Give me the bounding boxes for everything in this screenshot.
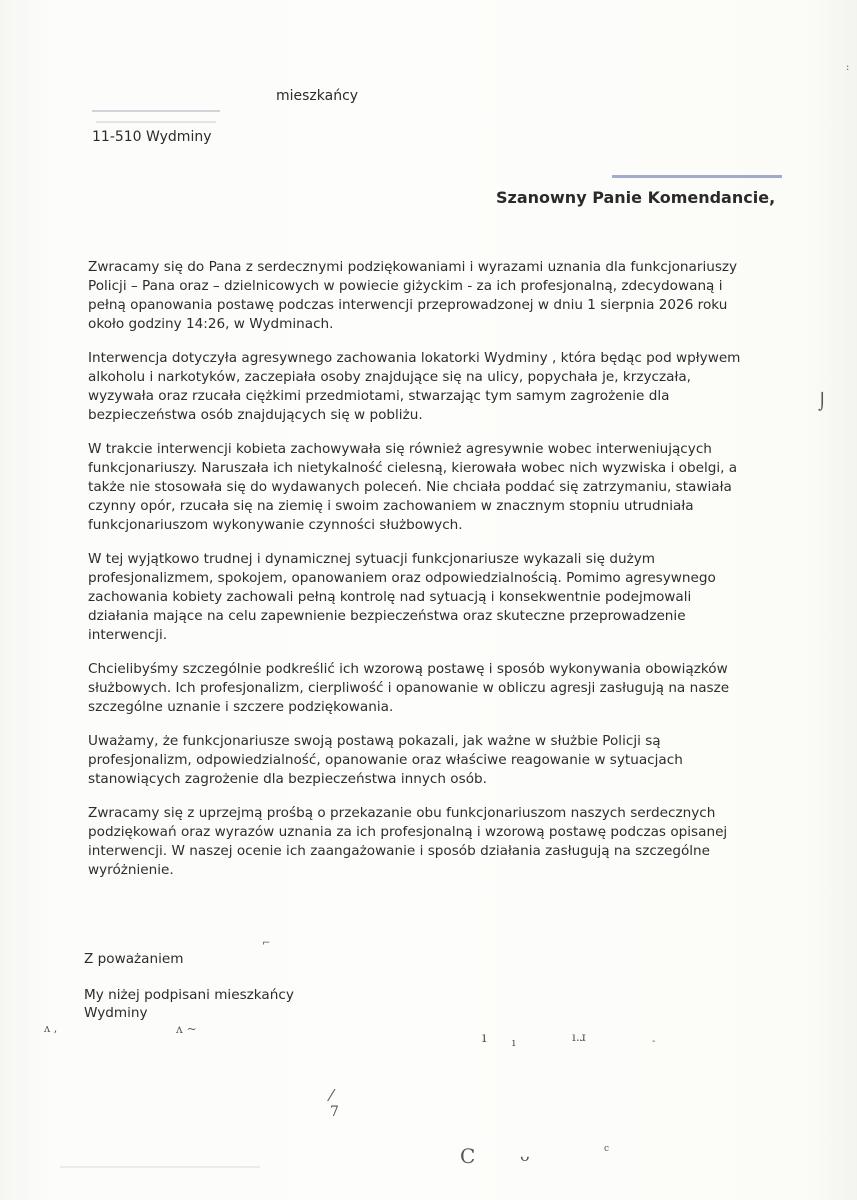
letter-body [88, 258, 748, 895]
signature-fragment: ʌ ~ [176, 1022, 197, 1036]
redacted-address-underline [96, 121, 216, 123]
signature-fragment: ı [512, 1036, 516, 1049]
closing-signed-line2: Wydminy [84, 1005, 148, 1021]
signature-fragment: c [604, 1144, 610, 1154]
paragraph-4: W tej wyjątkowo trudnej i dynamicznej sytuacji funkcjonariusze wykazali się dużym profesjonalizmem, spokojem, opanowaniem oraz odpowiedzialnością. Pomimo agresywnego zachowania kobiety zachowali pełną kontrolę nad sytuacją i konsekwentnie podejmowali działania mające na celu zapewnienie bezpieczeństwa oraz skuteczne przeprowadzenie interwencji. [88, 551, 716, 643]
signature-fragment: ʌ , [44, 1022, 58, 1035]
paragraph-2: Interwencja dotyczyła agresywnego zachowania lokatorki Wydminy , która będąc pod wpływem alkoholu i narkotyków, zaczepiała osoby znajdujące się na ulicy, popychała je, krzyczała, wyzywała oraz rzucała ciężkimi przedmiotami, stwarzając tym samym zagrożenie dla bezpieczeństwa osób znajdujących się w pobliżu. [88, 350, 741, 423]
salutation: Szanowny Panie Komendancie, [496, 188, 776, 207]
paragraph-5: Chcielibyśmy szczególnie podkreślić ich wzorową postawę i sposób wykonywania obowiązków służbowych. Ich profesjonalizm, cierpliwość i opanowanie w obliczu agresji zasługują na nasze szczególne uznanie i szczere podziękowania. [88, 661, 730, 715]
scan-mark: ⌡ [818, 392, 827, 411]
sender-label: mieszkańcy [276, 88, 359, 104]
signature-fragment: C [460, 1144, 476, 1168]
signature-fragment: ı [482, 1030, 487, 1046]
scan-mark: : [846, 62, 850, 73]
paragraph-7: Zwracamy się z uprzejmą prośbą o przekazanie obu funkcjonariuszom naszych serdecznych podziękowań oraz wyrazów uznania za ich profesjonalną i wzorową postawę podczas opisanej interwencji. W naszej ocenie ich zaangażowanie i sposób działania zasługują na szczególne wyróżnienie. [88, 805, 728, 878]
signature-fragment: ⁄ [330, 1086, 333, 1105]
paragraph-6: Uważamy, że funkcjonariusze swoją postawą pokazali, jak ważne w służbie Policji są profesjonalizm, odpowiedzialność, opanowanie oraz właściwe reagowanie w sytuacjach stanowiących zagrożenie dla bezpieczeństwa innych osób. [88, 733, 683, 787]
closing-signed-line1: My niżej podpisani mieszkańcy [84, 987, 294, 1003]
sender-postal: 11-510 Wydminy [92, 129, 212, 145]
signature-fragment: ᴗ [520, 1146, 530, 1165]
paragraph-1: Zwracamy się do Pana z serdecznymi podziękowaniami i wyrazami uznania dla funkcjonariuszy Policji – Pana oraz – dzielnicowych w powiecie giżyckim - za ich profesjonalną, zdecydowaną i pełną opanowania postawę podczas interwencji przeprowadzonej w dniu 1 sierpnia 2026 roku około godziny 14:26, w Wydminach. [88, 259, 738, 332]
redacted-address [92, 110, 220, 112]
scan-mark: ⌐ [262, 938, 271, 949]
paragraph-3: W trakcie interwencji kobieta zachowywała się również agresywnie wobec interweniujących funkcjonariuszy. Naruszała ich nietykalność cielesną, kierowała wobec nich wyzwiska i obelgi, a także nie stosowała się do wydawanych poleceń. Nie chciała poddać się zatrzymaniu, stawiała czynny opór, rzucała się na ziemię i swoim zachowaniem w znacznym stopniu utrudniała funkcjonariuszom wykonywanie czynności służbowych. [88, 441, 738, 533]
signature-fragment: 7 [330, 1104, 339, 1120]
closing-regards: Z poważaniem [84, 951, 184, 967]
scan-smudge [60, 1166, 260, 1168]
signature-fragment: - [652, 1036, 656, 1047]
redacted-email [612, 175, 782, 178]
signature-fragment: ı.ɹ [572, 1030, 586, 1044]
